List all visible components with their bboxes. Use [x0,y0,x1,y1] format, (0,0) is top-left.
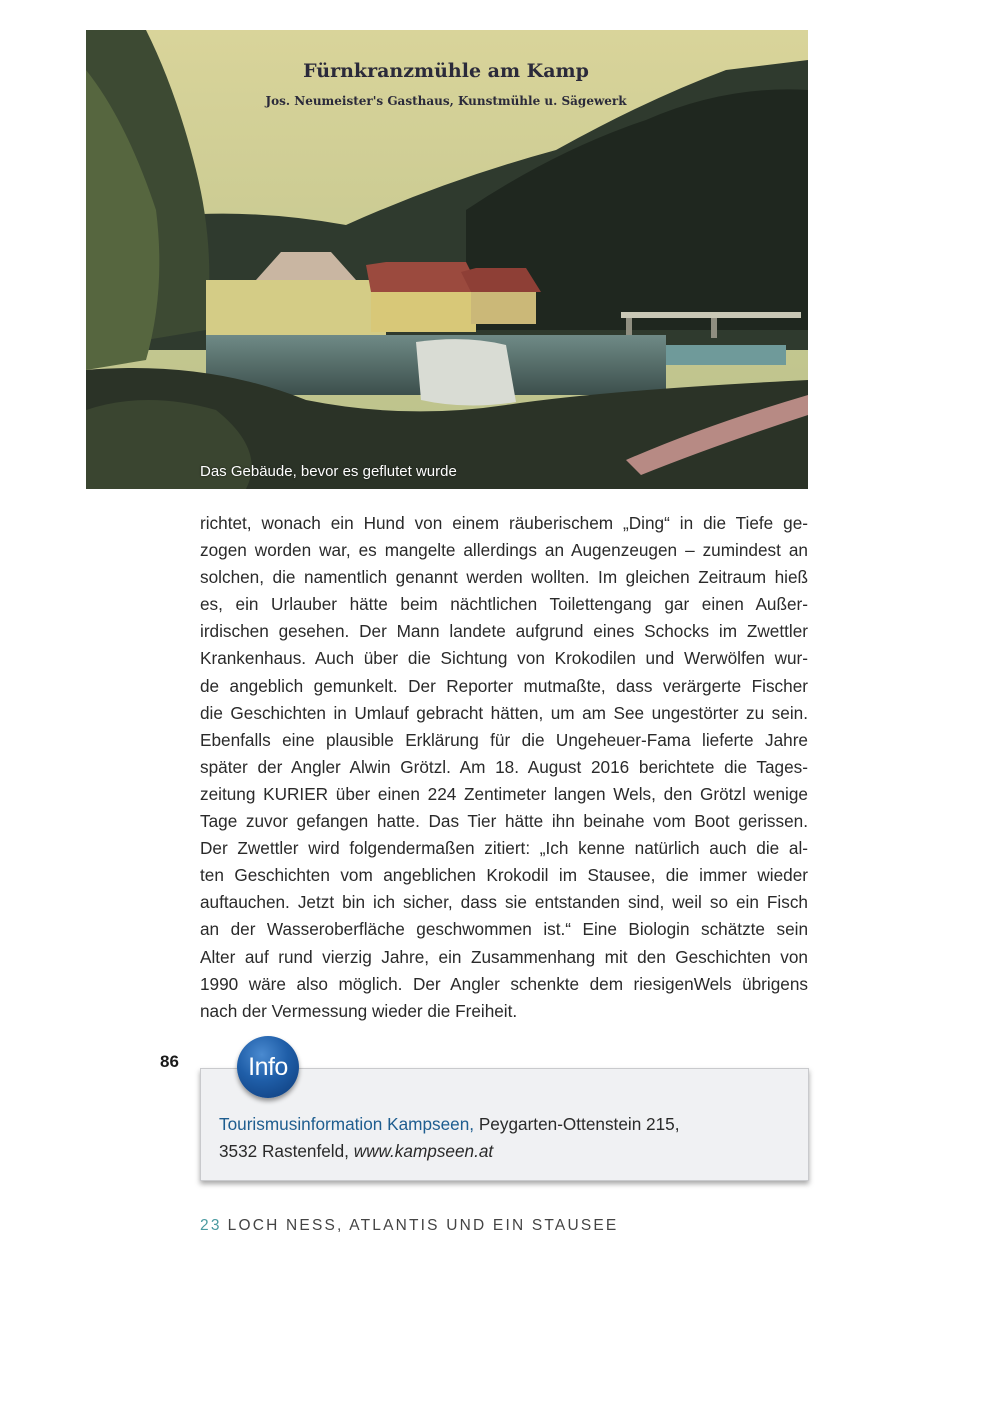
body-text-line: die Geschichten in Umlauf gebracht hätten, um am See ungestörter zu sein. [200,702,808,723]
body-text-line: nach der Vermessung wieder die Freiheit. [200,1000,518,1021]
body-text-line: 1990 wäre also möglich. Der Angler schenkte dem riesigenWels übrigens [200,973,808,994]
photo-caption: Das Gebäude, bevor es geflutet wurde [200,463,457,480]
body-text-line: Ebenfalls eine plausible Erklärung für die Ungeheuer-Fama lieferte Jahre [200,729,808,750]
info-website-link[interactable]: www.kampseen.at [353,1141,494,1161]
body-text-line: zogen worden war, es mangelte allerdings an Augenzeugen – zumindest an [200,540,808,561]
chapter-number: 23 [200,1217,222,1234]
body-text-line: an der Wasseroberfläche geschwommen ist.“ Eine Biologin schätzte sein [200,919,808,940]
body-text-line: zeitung KURIER über einen 224 Zentimeter langen Wels, den Grötzl wenige [200,783,808,804]
info-badge-icon [237,1036,299,1098]
info-address-city: 3532 Rastenfeld, [219,1141,354,1161]
body-text [200,510,808,1025]
body-text-line: später der Angler Alwin Grötzl. Am 18. August 2016 berichtete die Tages- [200,756,808,777]
info-address-street: Peygarten-Ottenstein 215, [474,1114,680,1134]
chapter-footer [200,1217,618,1235]
info-badge-label: Info [248,1052,288,1081]
body-text-line: es, ein Urlauber hätte beim nächtlichen Toilettengang gar einen Außer- [200,594,808,615]
body-text-line: richtet, wonach ein Hund von einem räuberischem „Ding“ in die Tiefe ge- [200,513,808,533]
info-organization: Tourismusinformation Kampseen, [219,1114,475,1134]
body-text-line: de angeblich gemunkelt. Der Reporter mutmaßte, dass verärgerte Fischer [200,675,808,696]
postcard-subtitle: Jos. Neumeister's Gasthaus, Kunstmühle u. Sägewerk [265,94,627,108]
page-number: 86 [160,1052,179,1071]
body-text-line: Der Zwettler wird folgendermaßen zitiert: „Ich kenne natürlich auch die al- [200,838,808,859]
body-text-line: Krankenhaus. Auch über die Sichtung von Krokodilen und Werwölfen wur- [200,648,808,669]
chapter-title: LOCH NESS, ATLANTIS UND EIN STAUSEE [227,1217,619,1234]
body-text-line: Alter auf rund vierzig Jahre, ein Zusammenhang mit den Geschichten von [200,946,808,967]
body-text-line: solchen, die namentlich genannt werden wollten. Im gleichen Zeitraum hieß [200,567,808,588]
postcard-title: Fürnkranzmühle am Kamp [303,60,589,82]
body-text-line: auftauchen. Jetzt bin ich sicher, dass sie entstanden sind, weil so ein Fisch [200,892,808,913]
info-text [219,1111,779,1165]
body-text-line: irdischen gesehen. Der Mann landete aufgrund eines Schocks im Zwettler [200,621,808,642]
body-text-line: ten Geschichten vom angeblichen Krokodil im Stausee, die immer wieder [200,865,808,886]
body-text-line: Tage zuvor gefangen hatte. Das Tier hätte ihn beinahe vom Boot gerissen. [200,811,808,832]
postcard-photo [86,30,808,489]
